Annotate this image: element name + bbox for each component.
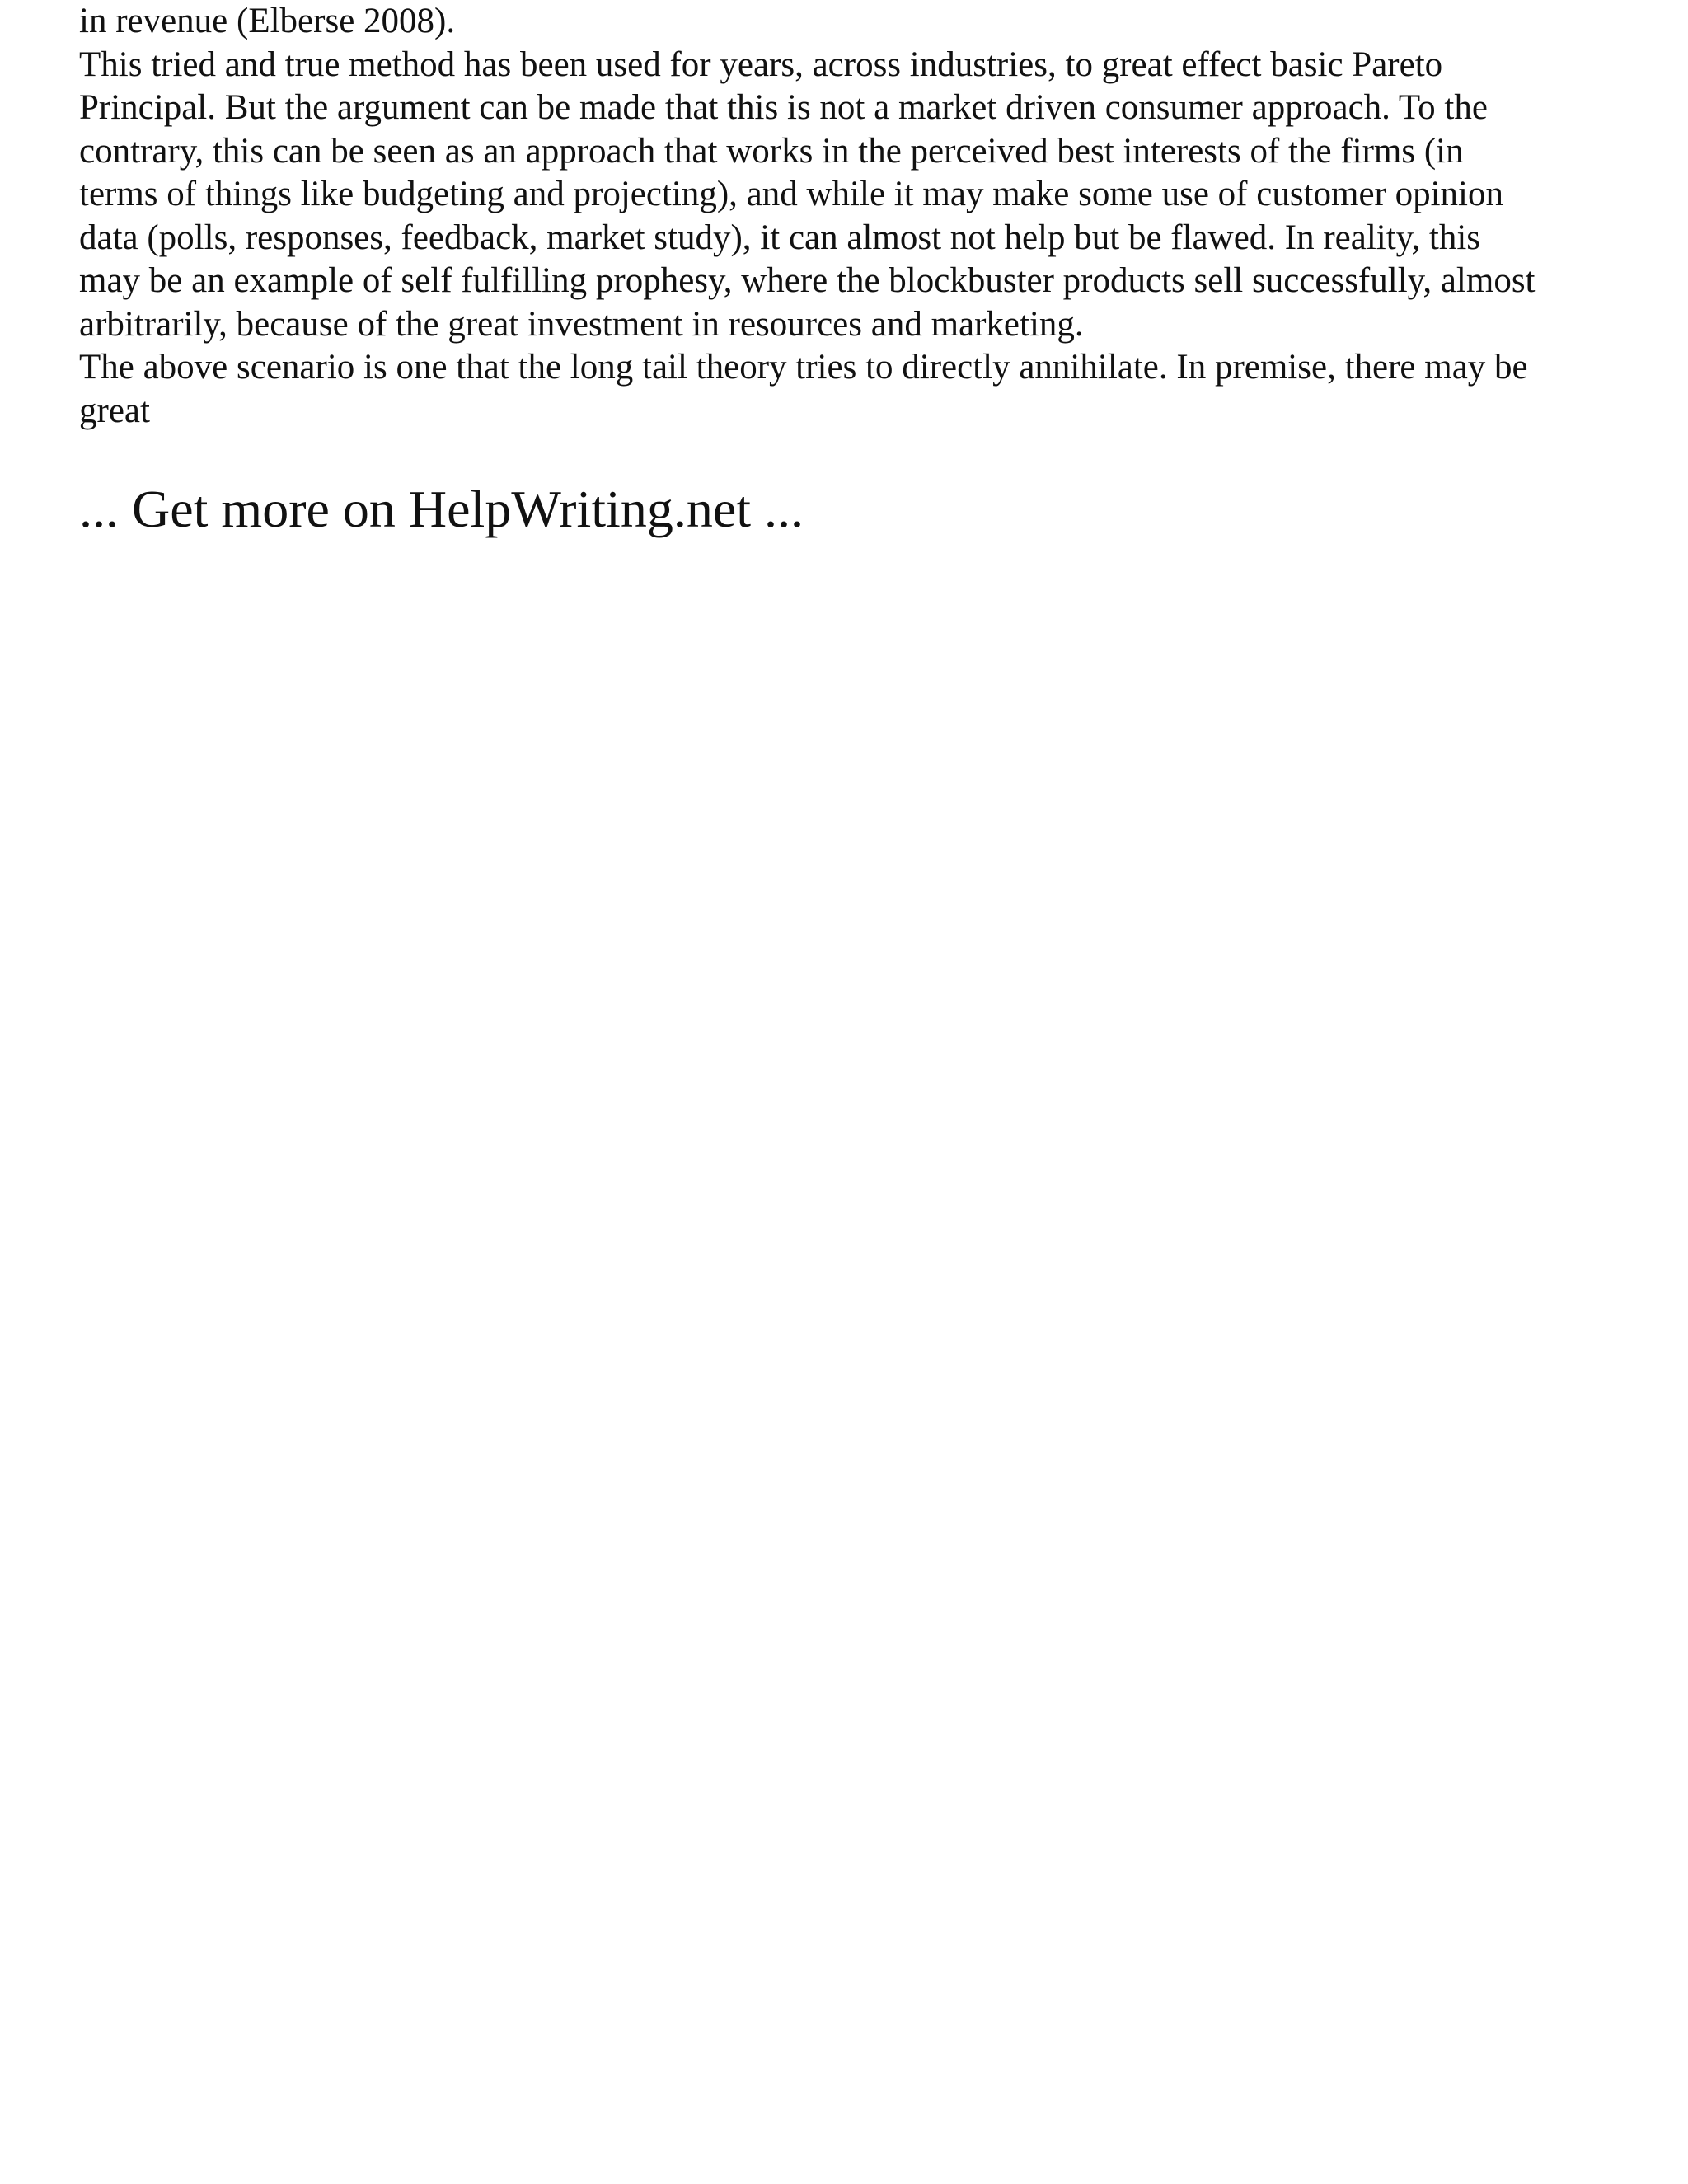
text-line: The above scenario is one that the long tail theory tries to directly annihilate. In premise, there may be [79,348,1528,387]
text-line: Principal. But the argument can be made that this is not a market driven consumer approach. To the [79,88,1488,127]
get-more-link[interactable]: ... Get more on HelpWriting.net ... [79,480,804,538]
body-text [79,0,1645,433]
text-line: contrary, this can be seen as an approach that works in the perceived best interests of the firms (in [79,131,1464,171]
text-line: data (polls, responses, feedback, market study), it can almost not help but be flawed. In reality, this [79,218,1481,257]
text-line: arbitrarily, because of the great investment in resources and marketing. [79,304,1084,344]
text-line: may be an example of self fulfilling prophesy, where the blockbuster products sell successfully, almost [79,261,1536,300]
text-line: great [79,391,150,430]
text-line: in revenue (Elberse 2008). [79,2,456,40]
text-line: This tried and true method has been used for years, across industries, to great effect basic Pareto [79,45,1443,84]
text-line: terms of things like budgeting and projecting), and while it may make some use of customer opinion [79,175,1503,213]
